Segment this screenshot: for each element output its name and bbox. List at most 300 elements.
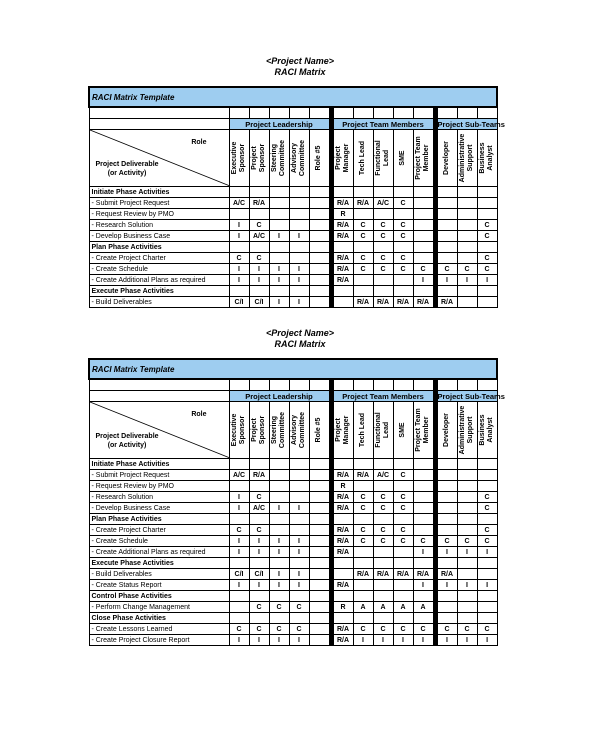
- raci-cell: [289, 187, 309, 198]
- raci-cell: [309, 187, 329, 198]
- raci-cell: [269, 220, 289, 231]
- role-header: [373, 130, 393, 187]
- raci-cell: [269, 525, 289, 536]
- raci-cell: I: [249, 547, 269, 558]
- raci-cell: [413, 492, 433, 503]
- raci-cell: [309, 635, 329, 646]
- raci-cell: [353, 591, 373, 602]
- raci-cell: I: [353, 635, 373, 646]
- raci-cell: I: [249, 580, 269, 591]
- phase-row: [89, 558, 497, 569]
- raci-cell: [333, 591, 353, 602]
- raci-cell: C: [413, 536, 433, 547]
- raci-cell: [437, 591, 457, 602]
- activity-row: [89, 492, 497, 503]
- raci-cell: [353, 514, 373, 525]
- activity-row: [89, 264, 497, 275]
- raci-cell: R/A: [333, 492, 353, 503]
- role-header: [309, 130, 329, 187]
- raci-cell: [413, 525, 433, 536]
- activity-row: [89, 275, 497, 286]
- raci-cell: [373, 275, 393, 286]
- empty-cell: [289, 379, 309, 391]
- raci-cell: [229, 242, 249, 253]
- activity-row: [89, 635, 497, 646]
- raci-cell: [249, 459, 269, 470]
- raci-cell: R/A: [249, 198, 269, 209]
- raci-cell: [477, 297, 497, 308]
- activity-label: - Create Lessons Learned: [89, 624, 229, 635]
- activity-row: [89, 253, 497, 264]
- raci-cell: [309, 231, 329, 242]
- raci-cell: I: [289, 580, 309, 591]
- raci-cell: R/A: [353, 470, 373, 481]
- raci-cell: [373, 481, 393, 492]
- raci-cell: [289, 492, 309, 503]
- raci-cell: [353, 558, 373, 569]
- raci-cell: [393, 591, 413, 602]
- raci-cell: I: [457, 580, 477, 591]
- raci-cell: [477, 602, 497, 613]
- raci-cell: [309, 275, 329, 286]
- raci-cell: R/A: [393, 297, 413, 308]
- empty-cell: [89, 107, 229, 119]
- raci-cell: C: [353, 220, 373, 231]
- raci-cell: [229, 602, 249, 613]
- role-header: [477, 130, 497, 187]
- raci-cell: I: [437, 547, 457, 558]
- raci-cell: [229, 591, 249, 602]
- raci-cell: [269, 459, 289, 470]
- empty-cell: [333, 379, 353, 391]
- raci-cell: I: [229, 264, 249, 275]
- phase-row: [89, 286, 497, 297]
- raci-cell: [477, 514, 497, 525]
- raci-cell: C/I: [249, 297, 269, 308]
- raci-cell: C: [477, 525, 497, 536]
- raci-cell: I: [229, 220, 249, 231]
- raci-cell: I: [269, 569, 289, 580]
- role-header: [249, 402, 269, 459]
- raci-cell: [413, 591, 433, 602]
- activity-row: [89, 297, 497, 308]
- raci-cell: [289, 220, 309, 231]
- raci-table-wrap: [88, 358, 505, 646]
- raci-cell: C: [437, 536, 457, 547]
- raci-cell: C: [353, 525, 373, 536]
- raci-cell: [289, 459, 309, 470]
- raci-cell: [437, 242, 457, 253]
- raci-cell: [229, 187, 249, 198]
- role-header: [289, 130, 309, 187]
- raci-cell: C: [353, 253, 373, 264]
- phase-row: [89, 514, 497, 525]
- activity-label: - Create Additional Plans as required: [89, 275, 229, 286]
- raci-cell: C: [393, 264, 413, 275]
- deliverable-label: Project Deliverable (or Activity): [95, 161, 159, 177]
- raci-cell: [333, 286, 353, 297]
- role-name: Executive Sponsor: [231, 413, 246, 447]
- phase-label: Execute Phase Activities: [89, 558, 229, 569]
- raci-cell: C: [477, 231, 497, 242]
- raci-cell: [249, 514, 269, 525]
- raci-cell: C: [457, 536, 477, 547]
- raci-cell: [413, 503, 433, 514]
- raci-cell: [457, 613, 477, 624]
- raci-cell: [229, 613, 249, 624]
- raci-cell: C: [413, 264, 433, 275]
- raci-cell: C: [353, 264, 373, 275]
- raci-cell: C: [373, 536, 393, 547]
- raci-cell: I: [477, 635, 497, 646]
- empty-cell: [457, 107, 477, 119]
- raci-cell: [333, 613, 353, 624]
- raci-cell: [393, 558, 413, 569]
- raci-cell: [289, 591, 309, 602]
- role-name: Project Sponsor: [251, 415, 266, 445]
- raci-cell: [309, 492, 329, 503]
- empty-cell: [393, 107, 413, 119]
- raci-cell: R/A: [333, 503, 353, 514]
- raci-cell: [393, 459, 413, 470]
- raci-cell: [229, 209, 249, 220]
- raci-cell: C/I: [229, 297, 249, 308]
- raci-cell: R/A: [333, 470, 353, 481]
- raci-cell: R/A: [333, 264, 353, 275]
- raci-cell: [437, 613, 457, 624]
- raci-cell: [393, 481, 413, 492]
- empty-cell: [437, 107, 457, 119]
- phase-label: Plan Phase Activities: [89, 514, 229, 525]
- raci-cell: A/C: [249, 231, 269, 242]
- raci-cell: I: [289, 635, 309, 646]
- role-header: [477, 402, 497, 459]
- spacer-row: [89, 379, 497, 391]
- activity-row: [89, 602, 497, 613]
- raci-cell: [477, 558, 497, 569]
- activity-row: [89, 525, 497, 536]
- role-header: [413, 130, 433, 187]
- role-name: SME: [399, 150, 406, 166]
- raci-cell: I: [477, 275, 497, 286]
- role-name: Project Team Member: [415, 136, 430, 180]
- raci-cell: [457, 297, 477, 308]
- raci-cell: [269, 470, 289, 481]
- activity-row: [89, 470, 497, 481]
- raci-cell: I: [289, 503, 309, 514]
- raci-cell: R: [333, 209, 353, 220]
- raci-cell: C: [373, 503, 393, 514]
- raci-cell: [457, 525, 477, 536]
- raci-cell: I: [437, 635, 457, 646]
- raci-cell: [333, 297, 353, 308]
- raci-cell: [229, 481, 249, 492]
- role-name: Project Team Member: [415, 408, 430, 452]
- raci-cell: I: [373, 635, 393, 646]
- raci-table: [88, 358, 505, 646]
- raci-cell: I: [229, 492, 249, 503]
- raci-cell: C: [393, 198, 413, 209]
- raci-cell: I: [457, 547, 477, 558]
- raci-cell: [413, 558, 433, 569]
- raci-cell: I: [437, 580, 457, 591]
- template-title-banner: RACI Matrix Template: [89, 359, 497, 379]
- empty-cell: [229, 379, 249, 391]
- raci-cell: [373, 209, 393, 220]
- project-name-title: <Project Name>: [265, 56, 335, 66]
- raci-cell: [373, 613, 393, 624]
- role-name: Executive Sponsor: [231, 141, 246, 175]
- role-label: Role: [191, 411, 207, 418]
- activity-label: - Create Schedule: [89, 536, 229, 547]
- raci-cell: C: [373, 525, 393, 536]
- raci-cell: [289, 286, 309, 297]
- role-header: [437, 130, 457, 187]
- role-header: [229, 402, 249, 459]
- raci-cell: [249, 481, 269, 492]
- raci-cell: [309, 514, 329, 525]
- raci-cell: [333, 558, 353, 569]
- empty-cell: [373, 379, 393, 391]
- empty-cell: [229, 107, 249, 119]
- activity-row: [89, 569, 497, 580]
- raci-cell: [457, 514, 477, 525]
- phase-label: Initiate Phase Activities: [89, 187, 229, 198]
- raci-cell: [269, 481, 289, 492]
- empty-cell: [413, 107, 433, 119]
- phase-row: [89, 459, 497, 470]
- activity-label: - Create Status Report: [89, 580, 229, 591]
- raci-cell: R/A: [413, 569, 433, 580]
- raci-cell: [373, 187, 393, 198]
- raci-cell: [309, 536, 329, 547]
- role-name: Tech Lead: [359, 412, 366, 448]
- role-name: SME: [399, 422, 406, 438]
- raci-cell: [413, 242, 433, 253]
- raci-cell: [477, 459, 497, 470]
- empty-cell: [269, 379, 289, 391]
- raci-cell: [373, 591, 393, 602]
- raci-cell: R/A: [333, 525, 353, 536]
- empty-cell: [413, 379, 433, 391]
- raci-cell: [457, 558, 477, 569]
- group-project-team-members: Project Team Members: [333, 391, 433, 402]
- raci-cell: [393, 209, 413, 220]
- raci-cell: R/A: [353, 569, 373, 580]
- activity-label: - Create Project Charter: [89, 253, 229, 264]
- role-name: Functional Lead: [375, 140, 390, 176]
- raci-cell: [477, 242, 497, 253]
- activity-row: [89, 624, 497, 635]
- empty-cell: [393, 379, 413, 391]
- empty-cell: [309, 107, 329, 119]
- raci-cell: [309, 470, 329, 481]
- role-header: [309, 402, 329, 459]
- raci-cell: I: [269, 536, 289, 547]
- raci-cell: [413, 220, 433, 231]
- raci-cell: [457, 187, 477, 198]
- raci-cell: [289, 209, 309, 220]
- raci-cell: [309, 613, 329, 624]
- raci-cell: I: [269, 547, 289, 558]
- raci-cell: I: [437, 275, 457, 286]
- raci-cell: C: [289, 602, 309, 613]
- raci-cell: [309, 602, 329, 613]
- raci-cell: [353, 187, 373, 198]
- raci-cell: [309, 198, 329, 209]
- raci-cell: I: [229, 231, 249, 242]
- raci-cell: I: [229, 536, 249, 547]
- raci-cell: [457, 220, 477, 231]
- activity-label: - Build Deliverables: [89, 297, 229, 308]
- raci-cell: C/I: [249, 569, 269, 580]
- raci-cell: [437, 602, 457, 613]
- group-project-leadership: Project Leadership: [229, 119, 329, 130]
- raci-cell: C: [249, 253, 269, 264]
- role-name: Role #5: [315, 145, 322, 171]
- raci-cell: [309, 297, 329, 308]
- group-header-row: [89, 391, 497, 402]
- raci-cell: A/C: [249, 503, 269, 514]
- raci-cell: [393, 242, 413, 253]
- raci-cell: [249, 187, 269, 198]
- raci-cell: [437, 187, 457, 198]
- raci-cell: R/A: [333, 198, 353, 209]
- raci-cell: I: [289, 297, 309, 308]
- raci-table: [88, 86, 505, 308]
- role-header-row: [89, 402, 497, 459]
- raci-table-wrap: [88, 86, 505, 308]
- raci-cell: R/A: [393, 569, 413, 580]
- raci-cell: I: [457, 275, 477, 286]
- raci-cell: [393, 613, 413, 624]
- raci-cell: [457, 481, 477, 492]
- raci-cell: [477, 613, 497, 624]
- raci-cell: [333, 242, 353, 253]
- raci-cell: C: [249, 220, 269, 231]
- raci-cell: R/A: [437, 297, 457, 308]
- role-header: [333, 130, 353, 187]
- raci-cell: C: [269, 624, 289, 635]
- raci-cell: C: [393, 624, 413, 635]
- raci-cell: [249, 591, 269, 602]
- activity-row: [89, 209, 497, 220]
- raci-cell: [457, 503, 477, 514]
- raci-cell: [437, 286, 457, 297]
- raci-cell: [309, 209, 329, 220]
- empty-cell: [269, 107, 289, 119]
- raci-cell: R/A: [333, 220, 353, 231]
- raci-cell: R/A: [333, 624, 353, 635]
- raci-cell: [353, 209, 373, 220]
- raci-cell: I: [289, 231, 309, 242]
- raci-cell: [353, 580, 373, 591]
- raci-cell: [309, 242, 329, 253]
- empty-cell: [457, 379, 477, 391]
- role-name: Project Sponsor: [251, 143, 266, 173]
- raci-cell: C: [477, 624, 497, 635]
- role-header: [393, 402, 413, 459]
- raci-cell: [289, 514, 309, 525]
- raci-cell: C: [373, 231, 393, 242]
- group-project-leadership: Project Leadership: [229, 391, 329, 402]
- raci-cell: I: [289, 264, 309, 275]
- raci-cell: [373, 514, 393, 525]
- activity-label: - Create Project Closure Report: [89, 635, 229, 646]
- raci-cell: C: [457, 264, 477, 275]
- raci-cell: [269, 242, 289, 253]
- banner-row: [89, 359, 497, 379]
- role-name: Developer: [443, 141, 450, 175]
- raci-cell: [289, 470, 309, 481]
- raci-cell: [437, 558, 457, 569]
- raci-cell: [309, 569, 329, 580]
- raci-cell: [413, 286, 433, 297]
- raci-cell: [269, 198, 289, 209]
- raci-cell: [309, 264, 329, 275]
- raci-cell: [413, 459, 433, 470]
- role-header: [229, 130, 249, 187]
- role-name: Steering Committee: [271, 411, 286, 449]
- raci-cell: [393, 580, 413, 591]
- role-header: [457, 402, 477, 459]
- role-name: Business Analyst: [479, 142, 495, 174]
- raci-cell: [457, 242, 477, 253]
- raci-cell: [309, 624, 329, 635]
- raci-cell: [477, 591, 497, 602]
- raci-cell: [373, 242, 393, 253]
- raci-matrix-subtitle: RACI Matrix: [274, 67, 326, 77]
- raci-cell: [289, 613, 309, 624]
- phase-row: [89, 591, 497, 602]
- raci-cell: C: [393, 503, 413, 514]
- raci-cell: I: [249, 275, 269, 286]
- activity-label: - Request Review by PMO: [89, 481, 229, 492]
- role-name: Tech Lead: [359, 140, 366, 176]
- raci-cell: C: [437, 624, 457, 635]
- raci-cell: [249, 558, 269, 569]
- empty-cell: [333, 107, 353, 119]
- raci-cell: C/I: [229, 569, 249, 580]
- activity-row: [89, 481, 497, 492]
- raci-cell: I: [229, 635, 249, 646]
- raci-cell: R/A: [373, 569, 393, 580]
- role-header-row: [89, 130, 497, 187]
- raci-cell: [249, 209, 269, 220]
- raci-cell: R/A: [333, 536, 353, 547]
- raci-cell: [373, 547, 393, 558]
- raci-cell: C: [393, 525, 413, 536]
- raci-cell: R/A: [373, 297, 393, 308]
- role-name: Project Manager: [335, 143, 350, 173]
- raci-cell: [309, 220, 329, 231]
- raci-cell: [477, 286, 497, 297]
- raci-cell: [269, 209, 289, 220]
- raci-cell: [413, 253, 433, 264]
- empty-cell: [353, 107, 373, 119]
- template-title-banner: RACI Matrix Template: [89, 87, 497, 107]
- empty-cell: [373, 107, 393, 119]
- empty-cell: [89, 119, 229, 130]
- role-header: [269, 402, 289, 459]
- raci-cell: I: [269, 635, 289, 646]
- raci-cell: [249, 286, 269, 297]
- raci-cell: [457, 459, 477, 470]
- raci-cell: [309, 286, 329, 297]
- raci-cell: [333, 514, 353, 525]
- raci-cell: [309, 525, 329, 536]
- raci-cell: [393, 286, 413, 297]
